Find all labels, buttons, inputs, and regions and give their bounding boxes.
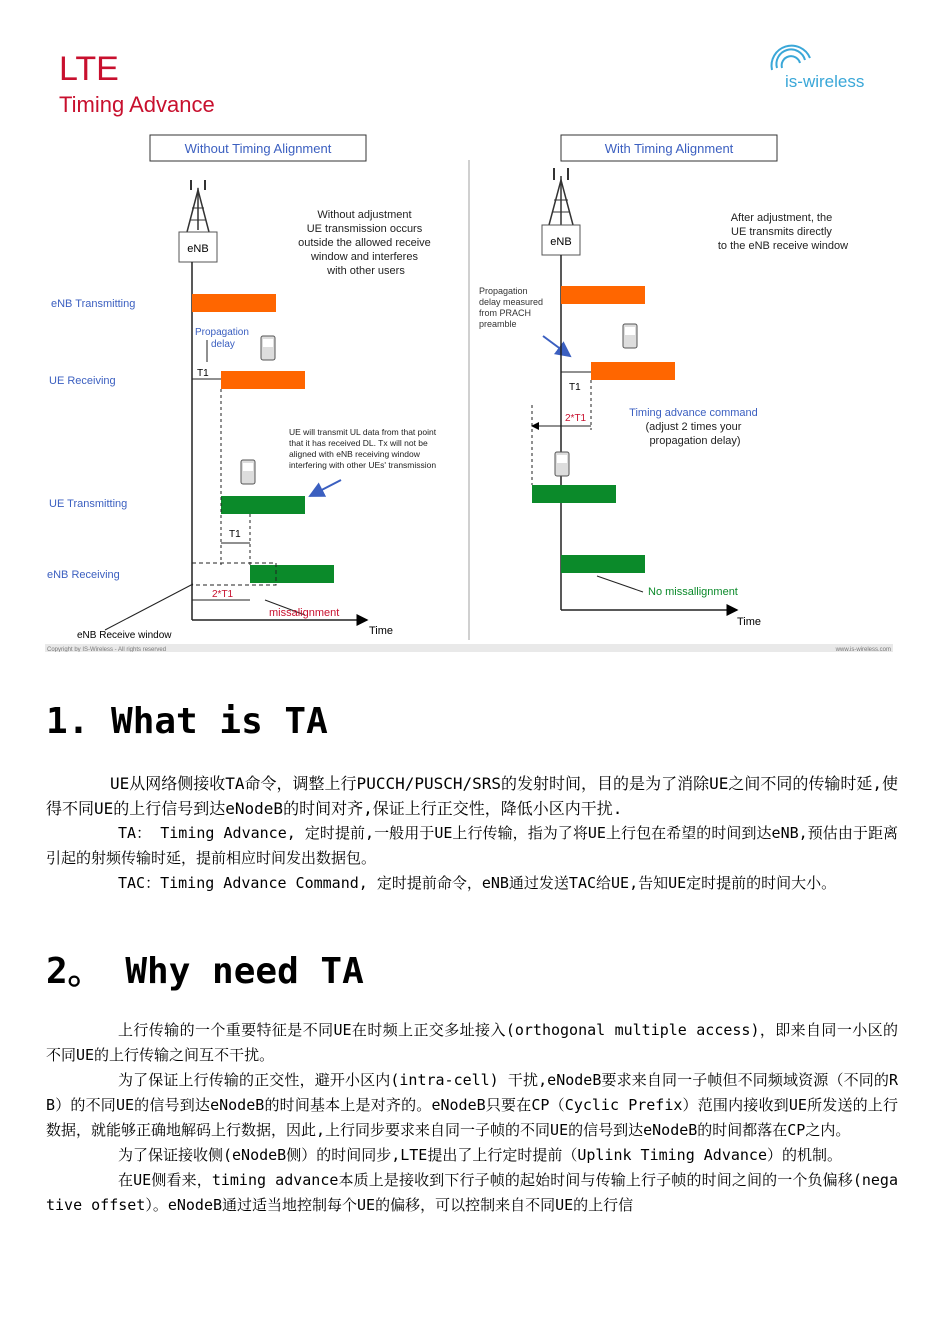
section-1-body [46,771,898,896]
prach-note: Propagation delay measured from PRACH preamble [479,286,544,329]
right-enb-tx-bar [561,286,645,304]
left-phone-icon-2 [241,460,255,484]
figure-title-ta: Timing Advance [59,92,215,117]
left-propagation-label: Propagation delay [195,327,249,350]
ta-command-note: Timing advance command (adjust 2 times your propagation delay) [629,407,758,447]
right-enb-label: eNB [550,236,572,248]
right-t1-label: T1 [569,382,581,393]
right-header: With Timing Alignment [604,141,734,156]
left-enb-rx-bar [250,565,334,583]
section-2-paragraph-2: 为了保证上行传输的正交性，避开小区内(intra-cell) 干扰,eNodeB要求来自同一子帧但不同频域资源（不同的RB）的不同UE的信号到达eNodeB的时间基本上是对齐的。eNodeB只要在CP（Cyclic Prefix）范围内接收到UE所发送的上行数据，就能够正确地解码上行数据，因此,上行同步要求来自同一子帧的不同UE的信号到达eNodeB的时间都落在CP之内。 [46,1071,898,1139]
right-tower-icon [549,168,573,225]
timing-advance-figure [45,40,893,652]
prach-arrow [543,336,570,356]
section-2-paragraph-1: 上行传输的一个重要特征是不同UE在时频上正交多址接入(orthogonal multiple access)，即来自同一小区的不同UE的上行传输之间互不干扰。 [46,1021,898,1064]
section-1 [46,700,898,744]
figure-footer-right: www.is-wireless.com [835,647,891,652]
right-phone-icon-2 [555,452,569,476]
left-ue-note: UE will transmit UL data from that point that it has received DL. Tx will not be aligned with eNB receiving window interfering with other UEs' transmission [289,427,437,470]
row-label-enb-rx: eNB Receiving [47,569,120,581]
right-ue-tx-bar [532,485,616,503]
right-phone-icon-1 [623,324,637,348]
left-t1-label-2: T1 [229,529,241,540]
row-label-enb-tx: eNB Transmitting [51,298,136,310]
right-note: After adjustment, the UE transmits directly to the eNB receive window [717,212,849,252]
no-missalign-pointer [597,576,643,592]
figure-svg [45,40,893,652]
section-1-paragraph-2: TA： Timing Advance, 定时提前,一般用于UE上行传输，指为了将UE上行包在希望的时间到达eNB,预估由于距离引起的射频传输时延，提前相应时间发出数据包。 [46,824,898,867]
receive-window-label: eNB Receive window [77,630,172,641]
right-enb-rx-bar [561,555,645,573]
left-header: Without Timing Alignment [184,141,332,156]
figure-footer-left: Copyright by IS-Wireless - All rights reserved [47,647,167,652]
row-label-ue-tx: UE Transmitting [49,498,128,510]
right-ue-rx-bar [591,362,675,380]
left-enb-label: eNB [187,243,209,255]
left-ue-note-arrow [310,480,341,496]
left-tower-icon [187,180,209,232]
section-1-heading: 1. What is TA [46,701,328,742]
section-2-heading: 2。 Why need TA [46,951,364,992]
left-2t1-label: 2*T1 [212,589,234,600]
is-wireless-logo [772,46,865,91]
section-2-body [46,1018,898,1218]
section-2-paragraph-3: 为了保证接收侧(eNodeB侧）的时间同步,LTE提出了上行定时提前（Uplink Timing Advance）的机制。 [118,1146,842,1164]
left-time-label: Time [369,625,394,637]
section-2-paragraph-4: 在UE侧看来，timing advance本质上是接收到下行子帧的起始时间与传输上行子帧的时间之间的一个负偏移(negative offset）。eNodeB通过适当地控制每个UE的偏移，可以控制来自不同UE的上行信 [46,1171,898,1214]
figure-footer-strip [45,644,893,652]
left-enb-tx-bar [192,294,276,312]
right-time-label: Time [737,616,762,628]
logo-text: is-wireless [785,72,865,91]
row-label-ue-rx: UE Receiving [49,375,116,387]
left-note: Without adjustment UE transmission occurs outside the allowed receive window and interferes with other users [298,209,431,277]
left-t1-label-1: T1 [197,368,209,379]
right-2t1-label: 2*T1 [565,413,587,424]
section-1-paragraph-1: UE从网络侧接收TA命令，调整上行PUCCH/PUSCH/SRS的发射时间，目的是为了消除UE之间不同的传输时延,使得不同UE的上行信号到达eNodeB的时间对齐,保证上行正交性，降低小区内干扰. [46,774,898,818]
left-ue-rx-bar [221,371,305,389]
section-2 [46,950,898,994]
receive-window-pointer [105,584,193,630]
figure-title-lte: LTE [59,50,119,88]
section-1-paragraph-3: TAC：Timing Advance Command, 定时提前命令，eNB通过发送TAC给UE,告知UE定时提前的时间大小。 [118,874,837,892]
no-missalign-label: No missallignment [648,586,738,598]
left-ue-tx-bar [221,496,305,514]
missalignment-label: missalignment [269,607,340,619]
left-phone-icon-1 [261,336,275,360]
